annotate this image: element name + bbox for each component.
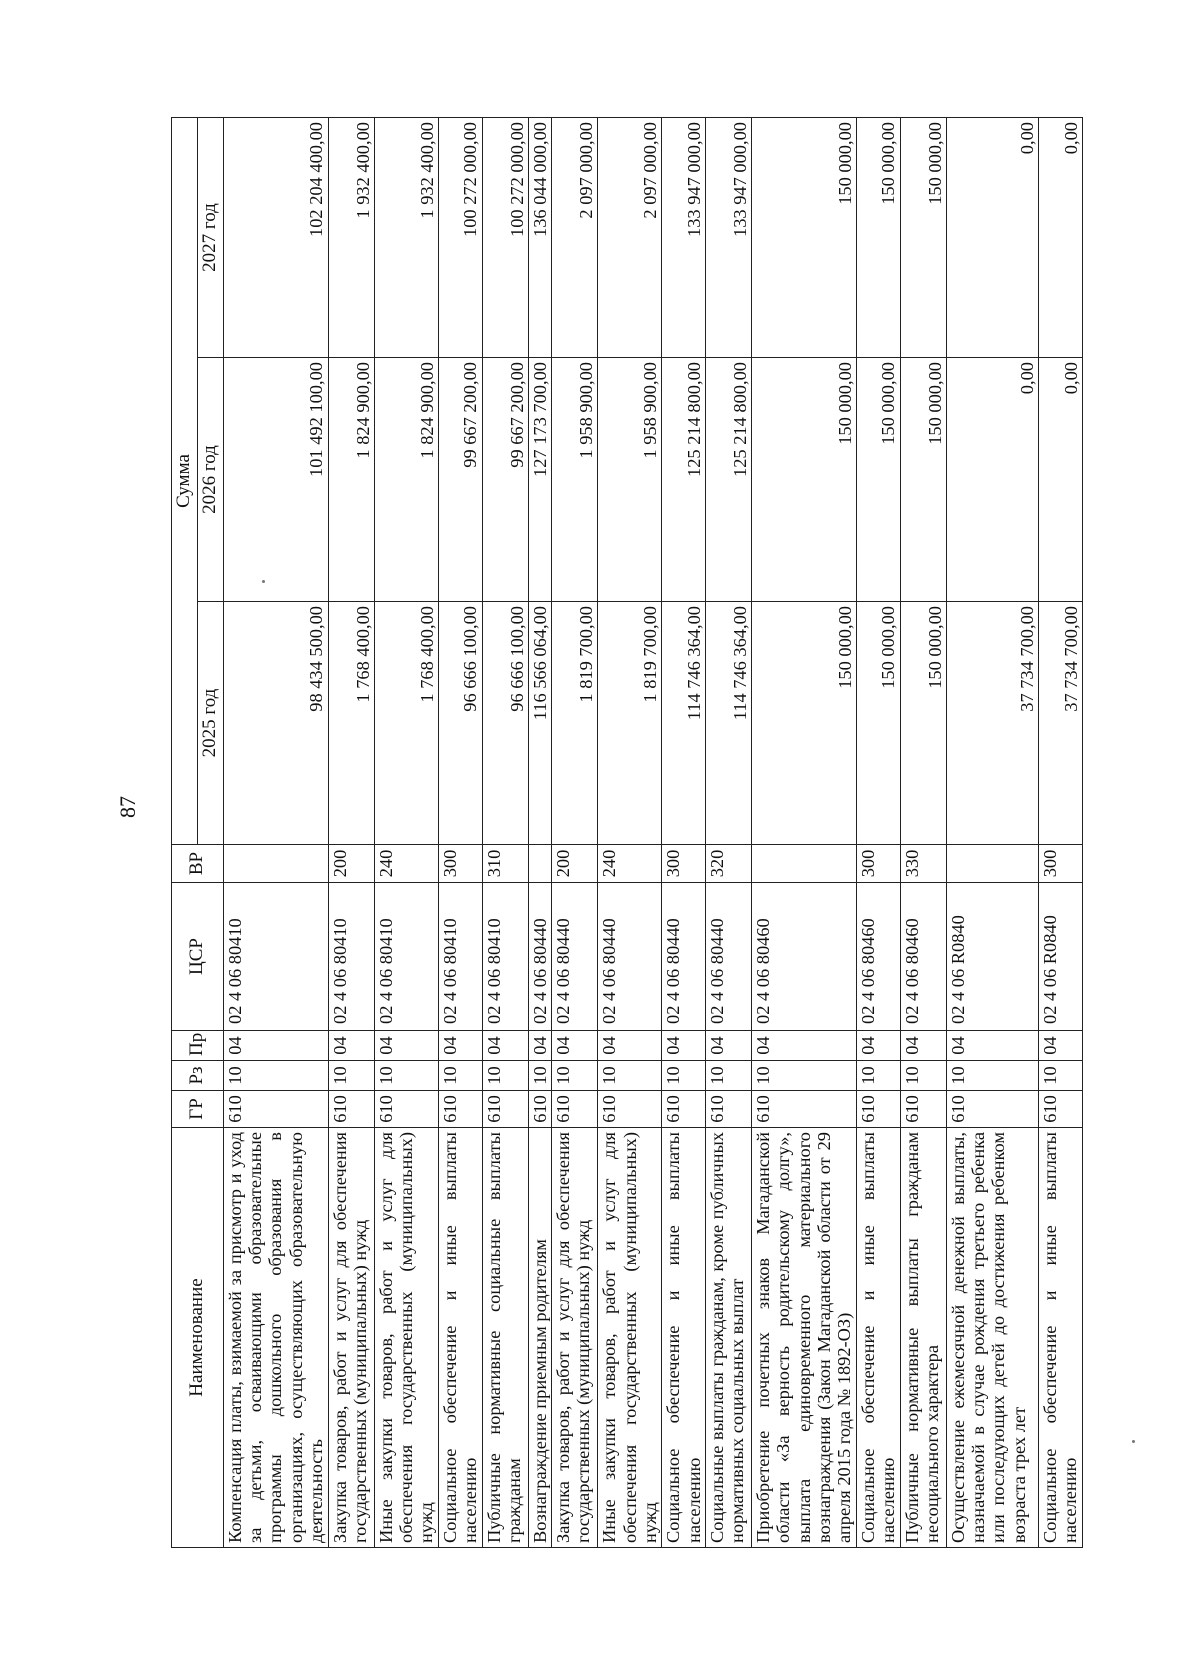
header-rz: Рз	[172, 1061, 224, 1091]
cell-y2025	[224, 602, 329, 845]
cell-y2026-text: 1 958 900,00	[640, 362, 661, 459]
cell-y2026-text: 127 173 700,00	[529, 362, 550, 477]
cell-name-text: Иные закупки товаров, работ и услуг для обеспечения государственных (муниципальных) нужд	[375, 1132, 437, 1543]
cell-gr	[900, 1091, 946, 1128]
cell-y2027	[438, 118, 482, 358]
cell-rz	[438, 1061, 482, 1091]
cell-csr	[328, 883, 374, 1031]
cell-name	[528, 1128, 551, 1548]
cell-pr-text: 04	[901, 1036, 922, 1055]
cell-rz-text: 10	[857, 1066, 878, 1085]
cell-y2025-text: 114 746 364,00	[683, 606, 704, 721]
cell-name	[752, 1128, 857, 1548]
cell-y2027-text: 1 932 400,00	[416, 122, 437, 219]
cell-y2027	[662, 118, 706, 358]
cell-y2027-text: 0,00	[1017, 122, 1037, 155]
cell-y2026	[856, 358, 900, 602]
cell-y2027	[598, 118, 662, 358]
cell-y2026	[328, 358, 374, 602]
cell-y2026	[482, 358, 528, 602]
cell-gr-text: 610	[483, 1095, 504, 1123]
cell-y2026-text: 0,00	[1060, 362, 1081, 395]
cell-name	[598, 1128, 662, 1548]
cell-gr	[752, 1091, 857, 1128]
cell-gr-text: 610	[857, 1095, 878, 1123]
cell-y2025	[482, 602, 528, 845]
cell-y2025-text: 37 734 700,00	[1017, 606, 1037, 712]
cell-y2025-text: 96 666 100,00	[460, 606, 481, 712]
cell-gr-text: 610	[1040, 1095, 1061, 1123]
cell-name	[856, 1128, 900, 1548]
cell-y2025-text: 96 666 100,00	[506, 606, 527, 712]
table-row	[328, 118, 374, 1548]
table-row	[752, 118, 857, 1548]
cell-pr-text: 04	[753, 1036, 774, 1055]
cell-gr-text: 610	[901, 1095, 922, 1123]
cell-csr-text: 02 4 06 80410	[483, 918, 504, 1024]
cell-csr	[856, 883, 900, 1031]
cell-rz-text: 10	[901, 1066, 922, 1085]
cell-y2025-text: 150 000,00	[924, 606, 945, 689]
rotated-table-container	[171, 118, 1083, 1548]
cell-rz	[482, 1061, 528, 1091]
table-row	[900, 118, 946, 1548]
table-row	[224, 118, 329, 1548]
table-row	[706, 118, 752, 1548]
cell-y2026	[552, 358, 598, 602]
cell-y2027	[946, 118, 1038, 358]
cell-pr-text: 04	[663, 1036, 684, 1055]
cell-y2027-text: 102 204 400,00	[306, 122, 327, 237]
cell-pr	[662, 1031, 706, 1061]
cell-y2027-text: 150 000,00	[924, 122, 945, 205]
cell-gr-text: 610	[707, 1095, 728, 1123]
cell-gr	[706, 1091, 752, 1128]
header-name: Наименование	[172, 1128, 224, 1548]
cell-y2025-text: 1 768 400,00	[416, 606, 437, 703]
cell-name-text: Социальные выплаты гражданам, кроме публичных нормативных социальных выплат	[707, 1132, 748, 1543]
cell-name-text: Социальное обеспечение и иные выплаты населению	[439, 1132, 481, 1543]
cell-y2025	[946, 602, 1038, 845]
cell-vr	[328, 845, 374, 883]
cell-vr	[706, 845, 752, 883]
cell-vr-text: 310	[483, 849, 504, 878]
cell-gr-text: 610	[599, 1095, 620, 1123]
header-csr: ЦСР	[172, 883, 224, 1031]
cell-rz-text: 10	[553, 1066, 574, 1085]
cell-name	[374, 1128, 438, 1548]
cell-name-text: Закупка товаров, работ и услуг для обеспечения государственных (муниципальных) нужд	[329, 1132, 370, 1543]
cell-vr	[946, 845, 1038, 883]
cell-y2027	[706, 118, 752, 358]
cell-vr-text: 330	[901, 849, 922, 878]
cell-rz	[900, 1061, 946, 1091]
cell-y2025-text: 114 746 364,00	[730, 606, 750, 721]
cell-csr-text: 02 4 06 80460	[753, 918, 774, 1024]
cell-csr	[374, 883, 438, 1031]
cell-rz	[552, 1061, 598, 1091]
cell-vr-text: 300	[439, 849, 460, 878]
cell-y2025	[374, 602, 438, 845]
cell-csr	[598, 883, 662, 1031]
cell-y2027-text: 133 947 000,00	[730, 122, 750, 237]
cell-name-text: Публичные нормативные социальные выплаты гражданам	[483, 1132, 524, 1543]
table-row	[856, 118, 900, 1548]
cell-y2026-text: 125 214 800,00	[730, 362, 750, 477]
cell-gr	[598, 1091, 662, 1128]
cell-rz-text: 10	[753, 1066, 774, 1085]
cell-y2026	[438, 358, 482, 602]
cell-gr	[224, 1091, 329, 1128]
cell-y2025-text: 116 566 064,00	[529, 606, 550, 721]
cell-y2025	[598, 602, 662, 845]
cell-name	[438, 1128, 482, 1548]
cell-vr-text: 300	[1040, 849, 1061, 878]
cell-pr	[752, 1031, 857, 1061]
cell-y2026-text: 99 667 200,00	[460, 362, 481, 468]
cell-rz	[1039, 1061, 1083, 1091]
cell-csr	[482, 883, 528, 1031]
cell-pr	[374, 1031, 438, 1061]
cell-csr	[706, 883, 752, 1031]
cell-y2026	[752, 358, 857, 602]
cell-gr	[528, 1091, 551, 1128]
cell-y2026	[706, 358, 752, 602]
header-pr: Пр	[172, 1031, 224, 1061]
cell-csr-text: 02 4 06 80410	[225, 918, 245, 1024]
cell-y2027-text: 2 097 000,00	[640, 122, 661, 219]
cell-pr-text: 04	[553, 1036, 574, 1055]
cell-vr	[1039, 845, 1083, 883]
cell-vr	[224, 845, 329, 883]
cell-pr	[482, 1031, 528, 1061]
table-row	[946, 118, 1038, 1548]
cell-rz-text: 10	[225, 1066, 245, 1085]
cell-gr-text: 610	[439, 1095, 460, 1123]
cell-pr-text: 04	[857, 1036, 878, 1055]
cell-y2027-text: 100 272 000,00	[506, 122, 527, 237]
cell-y2026-text: 150 000,00	[924, 362, 945, 445]
cell-pr	[328, 1031, 374, 1061]
cell-pr	[528, 1031, 551, 1061]
table-row	[482, 118, 528, 1548]
table-row	[528, 118, 551, 1548]
cell-rz-text: 10	[329, 1066, 350, 1085]
table-row	[552, 118, 598, 1548]
scan-speck	[262, 580, 265, 583]
cell-y2026-text: 101 492 100,00	[306, 362, 327, 477]
cell-gr	[374, 1091, 438, 1128]
cell-csr-text: 02 4 06 80440	[707, 918, 728, 1024]
page-number: 87	[115, 796, 140, 818]
cell-rz	[856, 1061, 900, 1091]
cell-rz	[662, 1061, 706, 1091]
cell-y2025-text: 150 000,00	[878, 606, 899, 689]
cell-vr-text: 200	[553, 849, 574, 878]
cell-rz	[946, 1061, 1038, 1091]
cell-csr-text: 02 4 06 80440	[663, 918, 684, 1024]
cell-vr-text: 300	[663, 849, 684, 878]
cell-gr-text: 610	[663, 1095, 684, 1123]
header-vr: ВР	[172, 845, 224, 883]
cell-pr	[856, 1031, 900, 1061]
cell-rz	[706, 1061, 752, 1091]
cell-name-text: Вознаграждение приемным родителям	[529, 1239, 550, 1543]
cell-y2025-text: 150 000,00	[834, 606, 855, 689]
cell-y2027-text: 1 932 400,00	[352, 122, 373, 219]
cell-y2027-text: 150 000,00	[834, 122, 855, 205]
cell-gr-text: 610	[225, 1095, 245, 1123]
header-gr: ГР	[172, 1091, 224, 1128]
cell-pr-text: 04	[1040, 1036, 1061, 1055]
cell-gr-text: 610	[947, 1095, 968, 1123]
cell-rz	[224, 1061, 329, 1091]
cell-rz	[528, 1061, 551, 1091]
cell-name	[328, 1128, 374, 1548]
cell-gr	[662, 1091, 706, 1128]
cell-name	[552, 1128, 598, 1548]
cell-gr	[328, 1091, 374, 1128]
cell-vr-text: 240	[375, 849, 396, 878]
cell-pr-text: 04	[529, 1036, 550, 1055]
cell-y2026-text: 99 667 200,00	[506, 362, 527, 468]
cell-y2027	[374, 118, 438, 358]
cell-rz-text: 10	[375, 1066, 396, 1085]
cell-gr-text: 610	[753, 1095, 774, 1123]
cell-csr	[528, 883, 551, 1031]
cell-name-text: Публичные нормативные выплаты гражданам несоциального характера	[901, 1132, 942, 1543]
cell-rz-text: 10	[439, 1066, 460, 1085]
cell-csr	[224, 883, 329, 1031]
cell-csr	[946, 883, 1038, 1031]
cell-y2026	[1039, 358, 1083, 602]
cell-pr	[598, 1031, 662, 1061]
cell-y2027	[528, 118, 551, 358]
cell-y2027	[752, 118, 857, 358]
cell-y2025	[662, 602, 706, 845]
cell-y2026	[900, 358, 946, 602]
cell-y2026	[224, 358, 329, 602]
header-sum: Сумма	[172, 118, 198, 845]
cell-name-text: Осуществление ежемесячной денежной выплаты, назначаемой в случае рождения третьего ребенка или последующих детей до достижения ребенком возраста трех лет	[947, 1132, 1029, 1543]
cell-y2025-text: 1 819 700,00	[640, 606, 661, 703]
cell-y2026-text: 0,00	[1017, 362, 1037, 395]
cell-csr-text: 02 4 06 R0840	[1040, 915, 1061, 1024]
cell-y2027-text: 100 272 000,00	[460, 122, 481, 237]
cell-y2027	[328, 118, 374, 358]
cell-y2026	[662, 358, 706, 602]
cell-vr	[662, 845, 706, 883]
cell-rz-text: 10	[1040, 1066, 1061, 1085]
cell-rz	[328, 1061, 374, 1091]
cell-name-text: Приобретение почетных знаков Магаданской области «За верность родительскому долгу», выплата единовременного материального вознаграждения (Закон Магаданской области от 29 апреля 2015 года № 1892-ОЗ)	[753, 1132, 855, 1543]
cell-y2026	[528, 358, 551, 602]
cell-y2027-text: 0,00	[1060, 122, 1081, 155]
cell-gr	[552, 1091, 598, 1128]
cell-y2025	[1039, 602, 1083, 845]
cell-gr-text: 610	[553, 1095, 574, 1123]
cell-y2025-text: 1 819 700,00	[576, 606, 597, 703]
cell-pr	[706, 1031, 752, 1061]
cell-y2027	[1039, 118, 1083, 358]
cell-name	[1039, 1128, 1083, 1548]
cell-csr	[752, 883, 857, 1031]
cell-y2025-text: 98 434 500,00	[306, 606, 327, 712]
cell-pr-text: 04	[599, 1036, 620, 1055]
cell-vr	[552, 845, 598, 883]
cell-csr	[438, 883, 482, 1031]
cell-vr-text: 240	[599, 849, 620, 878]
cell-name	[224, 1128, 329, 1548]
cell-y2025	[900, 602, 946, 845]
cell-y2027	[224, 118, 329, 358]
cell-rz-text: 10	[483, 1066, 504, 1085]
table-row	[598, 118, 662, 1548]
cell-rz-text: 10	[599, 1066, 620, 1085]
cell-y2026	[374, 358, 438, 602]
cell-name	[662, 1128, 706, 1548]
cell-y2026	[946, 358, 1038, 602]
cell-gr	[946, 1091, 1038, 1128]
cell-name	[706, 1128, 752, 1548]
budget-table	[171, 117, 1083, 1548]
cell-name-text: Компенсация платы, взимаемой за присмотр и уход за детьми, осваивающими образовательные программы дошкольного образования в организациях, осуществляющих образовательную деятельность	[225, 1132, 326, 1543]
cell-gr-text: 610	[529, 1095, 550, 1123]
cell-name	[946, 1128, 1038, 1548]
table-row	[438, 118, 482, 1548]
cell-y2027-text: 133 947 000,00	[683, 122, 704, 237]
cell-vr	[374, 845, 438, 883]
cell-y2025	[856, 602, 900, 845]
cell-pr-text: 04	[329, 1036, 350, 1055]
cell-y2026-text: 125 214 800,00	[683, 362, 704, 477]
cell-name-text: Социальное обеспечение и иные выплаты населению	[1040, 1132, 1081, 1543]
cell-name-text: Иные закупки товаров, работ и услуг для обеспечения государственных (муниципальных) нужд	[599, 1132, 660, 1543]
cell-vr	[438, 845, 482, 883]
table-row	[662, 118, 706, 1548]
cell-y2025	[552, 602, 598, 845]
cell-y2025	[438, 602, 482, 845]
cell-pr-text: 04	[225, 1036, 245, 1055]
cell-csr-text: 02 4 06 80460	[901, 918, 922, 1024]
header-2027: 2027 год	[198, 118, 224, 358]
cell-csr	[552, 883, 598, 1031]
cell-y2027-text: 2 097 000,00	[576, 122, 597, 219]
cell-y2025	[528, 602, 551, 845]
cell-pr	[438, 1031, 482, 1061]
cell-csr-text: 02 4 06 R0840	[947, 915, 968, 1024]
cell-y2027-text: 150 000,00	[878, 122, 899, 205]
cell-name	[900, 1128, 946, 1548]
cell-rz-text: 10	[947, 1066, 968, 1085]
cell-y2025-text: 1 768 400,00	[352, 606, 373, 703]
cell-name-text: Социальное обеспечение и иные выплаты населению	[857, 1132, 899, 1543]
cell-y2025-text: 37 734 700,00	[1060, 606, 1081, 712]
cell-y2026	[598, 358, 662, 602]
cell-gr-text: 610	[375, 1095, 396, 1123]
header-2025: 2025 год	[198, 602, 224, 845]
cell-vr	[598, 845, 662, 883]
cell-rz-text: 10	[707, 1066, 728, 1085]
cell-csr	[900, 883, 946, 1031]
cell-vr	[900, 845, 946, 883]
cell-pr	[552, 1031, 598, 1061]
cell-rz	[598, 1061, 662, 1091]
cell-gr	[1039, 1091, 1083, 1128]
cell-rz	[752, 1061, 857, 1091]
cell-y2027	[900, 118, 946, 358]
cell-csr	[662, 883, 706, 1031]
scan-speck	[1132, 1440, 1135, 1443]
cell-name	[482, 1128, 528, 1548]
cell-pr-text: 04	[947, 1036, 968, 1055]
cell-y2026-text: 1 824 900,00	[352, 362, 373, 459]
cell-y2025	[328, 602, 374, 845]
cell-pr-text: 04	[439, 1036, 460, 1055]
cell-csr	[1039, 883, 1083, 1031]
cell-gr	[856, 1091, 900, 1128]
cell-vr	[752, 845, 857, 883]
cell-pr-text: 04	[375, 1036, 396, 1055]
cell-y2027-text: 136 044 000,00	[529, 122, 550, 237]
header-2026: 2026 год	[198, 358, 224, 602]
cell-gr	[482, 1091, 528, 1128]
cell-gr-text: 610	[329, 1095, 350, 1123]
cell-vr-text: 320	[707, 849, 728, 878]
cell-csr-text: 02 4 06 80460	[857, 918, 878, 1024]
cell-pr-text: 04	[707, 1036, 728, 1055]
cell-pr	[1039, 1031, 1083, 1061]
cell-rz	[374, 1061, 438, 1091]
cell-pr-text: 04	[483, 1036, 504, 1055]
cell-csr-text: 02 4 06 80410	[439, 918, 460, 1024]
cell-vr	[856, 845, 900, 883]
cell-y2026-text: 150 000,00	[834, 362, 855, 445]
cell-vr	[528, 845, 551, 883]
cell-csr-text: 02 4 06 80440	[553, 918, 574, 1024]
cell-y2027	[552, 118, 598, 358]
cell-y2025	[706, 602, 752, 845]
cell-y2027	[482, 118, 528, 358]
cell-y2027	[856, 118, 900, 358]
cell-name-text: Закупка товаров, работ и услуг для обеспечения государственных (муниципальных) нужд	[553, 1132, 594, 1543]
cell-pr	[224, 1031, 329, 1061]
cell-csr-text: 02 4 06 80410	[329, 918, 350, 1024]
cell-y2026-text: 150 000,00	[878, 362, 899, 445]
cell-pr	[946, 1031, 1038, 1061]
cell-vr	[482, 845, 528, 883]
cell-csr-text: 02 4 06 80440	[529, 918, 550, 1024]
cell-y2025	[752, 602, 857, 845]
cell-pr	[900, 1031, 946, 1061]
cell-rz-text: 10	[663, 1066, 684, 1085]
cell-csr-text: 02 4 06 80410	[375, 918, 396, 1024]
cell-csr-text: 02 4 06 80440	[599, 918, 620, 1024]
table-row	[374, 118, 438, 1548]
cell-y2026-text: 1 824 900,00	[416, 362, 437, 459]
table-row	[1039, 118, 1083, 1548]
table-body	[224, 118, 1083, 1548]
cell-y2026-text: 1 958 900,00	[576, 362, 597, 459]
cell-rz-text: 10	[529, 1066, 550, 1085]
cell-name-text: Социальное обеспечение и иные выплаты населению	[663, 1132, 704, 1543]
cell-vr-text: 200	[329, 849, 350, 878]
cell-gr	[438, 1091, 482, 1128]
cell-vr-text: 300	[857, 849, 878, 878]
